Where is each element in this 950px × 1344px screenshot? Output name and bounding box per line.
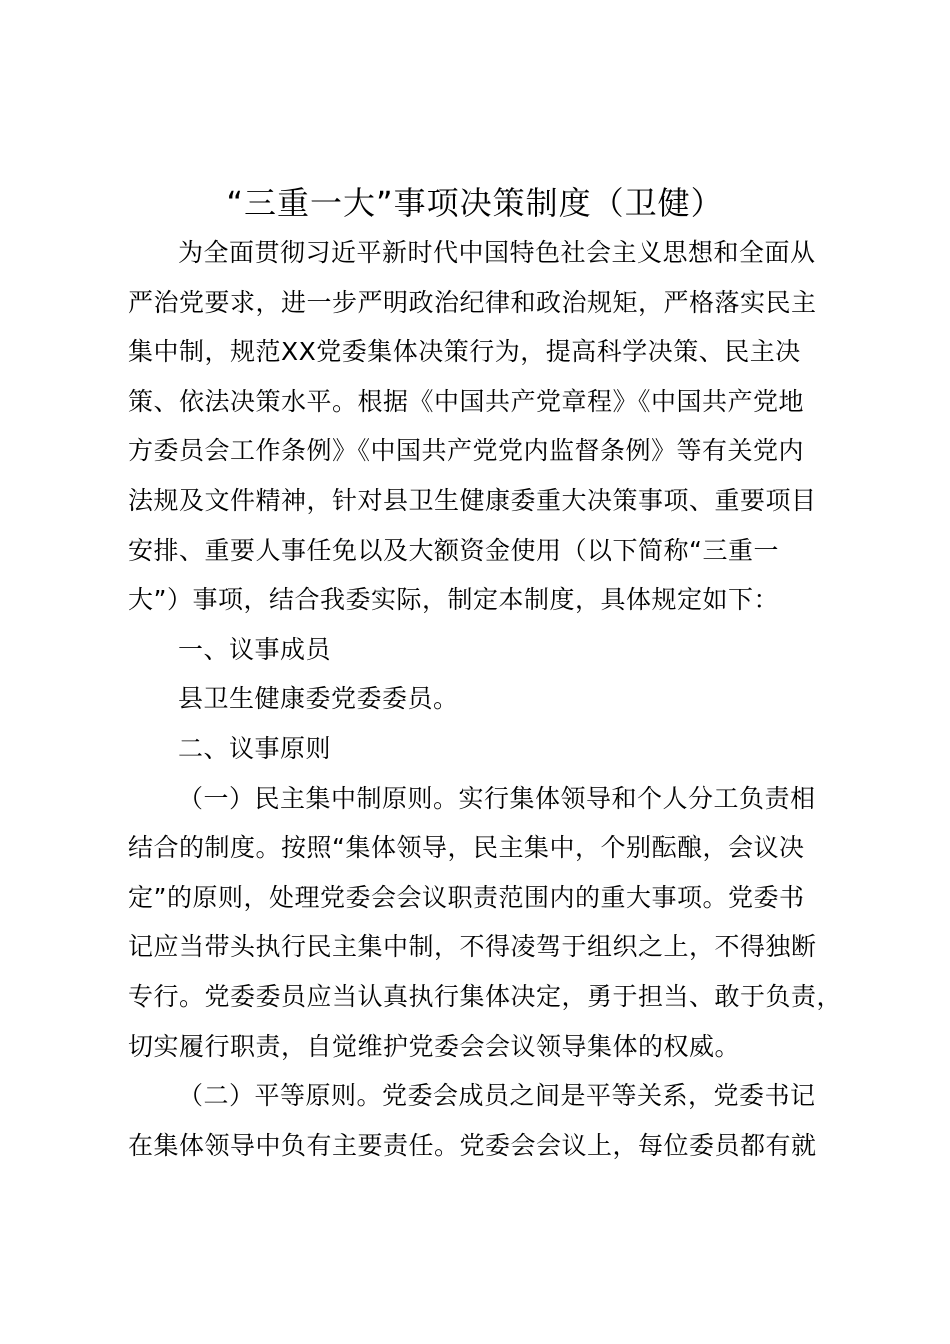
paragraph-line: 定”的原则，处理党委会会议职责范围内的重大事项。党委书 bbox=[128, 882, 805, 912]
paragraph-line: 大”）事项，结合我委实际，制定本制度，具体规定如下： bbox=[128, 585, 779, 615]
paragraph-line: 一、议事成员 bbox=[178, 634, 332, 664]
paragraph-line: 严治党要求，进一步严明政治纪律和政治规矩，严格落实民主 bbox=[128, 287, 817, 317]
document-body bbox=[128, 228, 854, 1170]
paragraph-line: 结合的制度。按照“集体领导，民主集中，个别酝酿，会议决 bbox=[128, 833, 805, 863]
paragraph-line: （二）平等原则。党委会成员之间是平等关系，党委书记 bbox=[178, 1081, 816, 1111]
document-title: “三重一大”事项决策制度（卫健） bbox=[226, 184, 724, 222]
paragraph-line: 为全面贯彻习近平新时代中国特色社会主义思想和全面从 bbox=[178, 238, 816, 267]
paragraph-line: 县卫生健康委党委委员。 bbox=[178, 684, 459, 714]
paragraph-line: 在集体领导中负有主要责任。党委会会议上，每位委员都有就 bbox=[128, 1130, 817, 1160]
paragraph-line: （一）民主集中制原则。实行集体领导和个人分工负责相 bbox=[178, 783, 816, 813]
paragraph-line: 专行。党委委员应当认真执行集体决定，勇于担当、敢于负责， bbox=[128, 981, 843, 1011]
paragraph-line: 集中制，规范XX党委集体决策行为，提高科学决策、民主决 bbox=[128, 337, 801, 367]
paragraph-line: 二、议事原则 bbox=[178, 733, 332, 763]
paragraph-line: 安排、重要人事任免以及大额资金使用（以下简称“三重一 bbox=[128, 535, 779, 565]
paragraph-line: 记应当带头执行民主集中制，不得凌驾于组织之上，不得独断 bbox=[128, 932, 817, 962]
paragraph-line: 策、依法决策水平。根据《中国共产党章程》《中国共产党地 bbox=[128, 386, 805, 416]
paragraph-line: 法规及文件精神，针对县卫生健康委重大决策事项、重要项目 bbox=[128, 485, 817, 515]
paragraph-line: 方委员会工作条例》《中国共产党党内监督条例》等有关党内 bbox=[128, 436, 805, 466]
paragraph-line: 切实履行职责，自觉维护党委会会议领导集体的权威。 bbox=[128, 1031, 741, 1061]
